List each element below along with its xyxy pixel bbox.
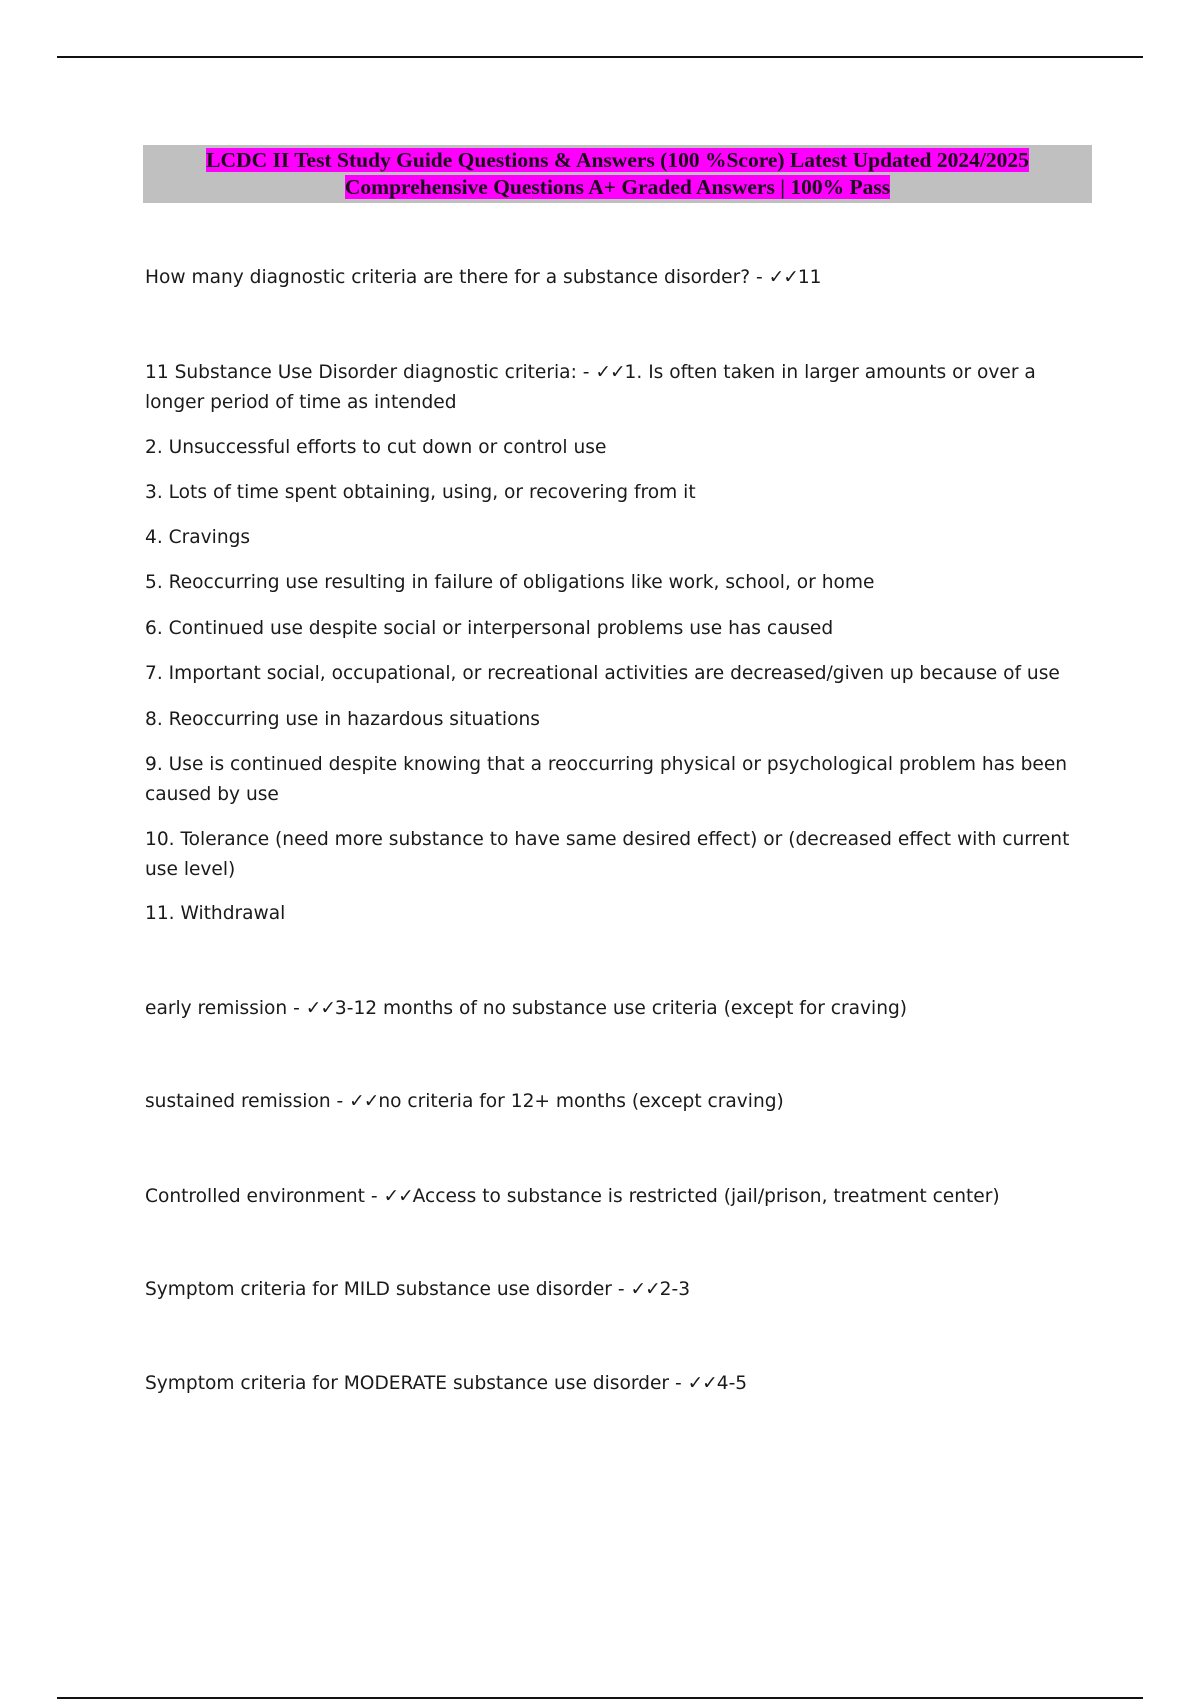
term-item [145,1275,1085,1305]
check-mark-icon: ✓✓ [687,1373,717,1394]
term-text: Controlled environment - [145,1186,384,1207]
term-text: early remission - [145,998,306,1019]
definition-text: 2-3 [659,1279,691,1300]
definition-text: 3-12 months of no substance use criteria (except for craving) [334,998,908,1019]
qa-item [145,358,1085,418]
answer-text: 11 [797,267,822,288]
term-text: sustained remission - [145,1091,350,1112]
definition-text: Access to substance is restricted (jail/prison, treatment center) [412,1186,1000,1207]
definition-text: no criteria for 12+ months (except craving) [378,1091,784,1112]
list-item: 9. Use is continued despite knowing that a reoccurring physical or psychological problem has been caused by use [145,754,1068,805]
list-item: 8. Reoccurring use in hazardous situations [145,709,540,730]
answer-text: 1. Is often taken in larger amounts or over a longer period of time as intended [145,362,1036,413]
check-mark-icon: ✓✓ [595,362,625,383]
list-item: 2. Unsuccessful efforts to cut down or control use [145,437,607,458]
term-item [145,1087,1085,1117]
list-item: 5. Reoccurring use resulting in failure of obligations like work, school, or home [145,572,875,593]
check-mark-icon: ✓✓ [305,998,335,1019]
footer-rule [57,1697,1143,1699]
question-text: How many diagnostic criteria are there for a substance disorder? - [145,267,769,288]
list-item: 7. Important social, occupational, or recreational activities are decreased/given up because of use [145,663,1060,684]
term-text: Symptom criteria for MODERATE substance use disorder - [145,1373,688,1394]
check-mark-icon: ✓✓ [768,267,798,288]
list-item: 11. Withdrawal [145,903,286,924]
term-item [145,994,1085,1024]
question-text: 11 Substance Use Disorder diagnostic criteria: - [145,362,596,383]
check-mark-icon: ✓✓ [383,1186,413,1207]
qa-item [145,263,1085,293]
list-item: 4. Cravings [145,527,251,548]
term-item [145,1369,1085,1399]
list-item: 6. Continued use despite social or interpersonal problems use has caused [145,618,834,639]
list-item: 10. Tolerance (need more substance to have same desired effect) or (decreased effect with current use level) [145,829,1070,880]
check-mark-icon: ✓✓ [349,1091,379,1112]
header-rule [57,56,1143,58]
term-text: Symptom criteria for MILD substance use disorder - [145,1279,631,1300]
list-item: 3. Lots of time spent obtaining, using, or recovering from it [145,482,696,503]
check-mark-icon: ✓✓ [630,1279,660,1300]
title-line-1: LCDC II Test Study Guide Questions & Answers (100 %Score) Latest Updated 2024/2025 [206,148,1029,172]
definition-text: 4-5 [716,1373,748,1394]
document-title [143,145,1092,203]
title-line-2: Comprehensive Questions A+ Graded Answers | 100% Pass [344,175,891,199]
term-item [145,1182,1085,1212]
